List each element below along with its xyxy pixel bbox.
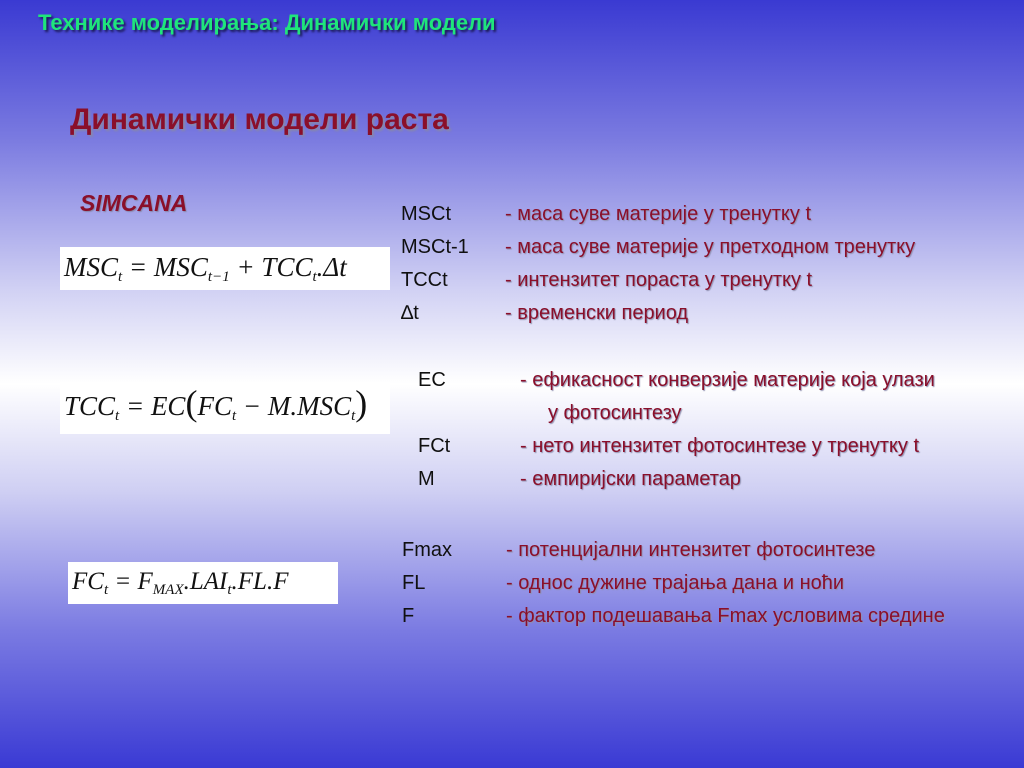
definitions-tcc [418, 364, 935, 496]
definition-symbol: ∆t [401, 302, 419, 324]
definition-row [401, 297, 915, 330]
definition-text: - однос дужине трајања дана и ноћи [506, 572, 845, 594]
definition-row [402, 534, 945, 567]
definitions-fc [402, 534, 945, 633]
slide-header: Технике моделирања: Динамички модели [38, 10, 496, 35]
definition-text: - маса суве материје у претходном тренутку [505, 236, 916, 258]
formula-msc [60, 247, 390, 290]
definition-row [401, 264, 915, 297]
definition-symbol: Fmax [402, 539, 452, 561]
definition-text: - временски период [505, 302, 689, 324]
definition-symbol: FL [402, 572, 426, 594]
section-title: Динамички модели раста [70, 103, 449, 136]
definition-row [418, 364, 935, 397]
definition-symbol: TCCt [401, 269, 448, 291]
definition-text: - емпиријски параметар [520, 468, 741, 490]
definition-text: - потенцијални интензитет фотосинтезе [506, 539, 876, 561]
definition-symbol: F [402, 605, 415, 627]
definition-row-continuation [418, 397, 935, 430]
definition-row [401, 231, 915, 264]
definition-row [418, 430, 935, 463]
definition-text: у фотосинтезу [548, 402, 682, 424]
definition-row [401, 198, 915, 231]
definition-symbol: M [418, 468, 435, 490]
definition-symbol: FCt [418, 435, 451, 457]
formula-tcc [60, 382, 390, 434]
definition-text: - ефикасност конверзије материје која улази [520, 369, 935, 391]
formula-fc-text: $FC_t = F_{MAX}.LAI_t.FL.F$ [72, 567, 289, 598]
definition-row [402, 600, 945, 633]
definition-row [402, 567, 945, 600]
formula-msc-text: $MSC_t = MSC_{t-1} + TCC_t.\Delta t$ [64, 251, 347, 285]
definition-row [418, 463, 935, 496]
definitions-msc [401, 198, 915, 330]
definition-text: - маса суве материје у тренутку t [505, 203, 812, 225]
model-name: SIMCANA [80, 190, 188, 216]
definition-symbol: MSCt [401, 203, 451, 225]
definition-text: - фактор подешавања Fmax условима средине [506, 605, 945, 627]
definition-text: - нето интензитет фотосинтезе у тренутку t [520, 435, 920, 457]
definition-symbol: EC [418, 369, 446, 391]
formula-tcc-text: $TCC_t = EC(FC_t - M.MSC_t)$ [64, 383, 368, 424]
formula-fc [68, 562, 338, 604]
definition-symbol: MSCt-1 [401, 236, 469, 258]
definition-text: - интензитет пораста у тренутку t [505, 269, 813, 291]
